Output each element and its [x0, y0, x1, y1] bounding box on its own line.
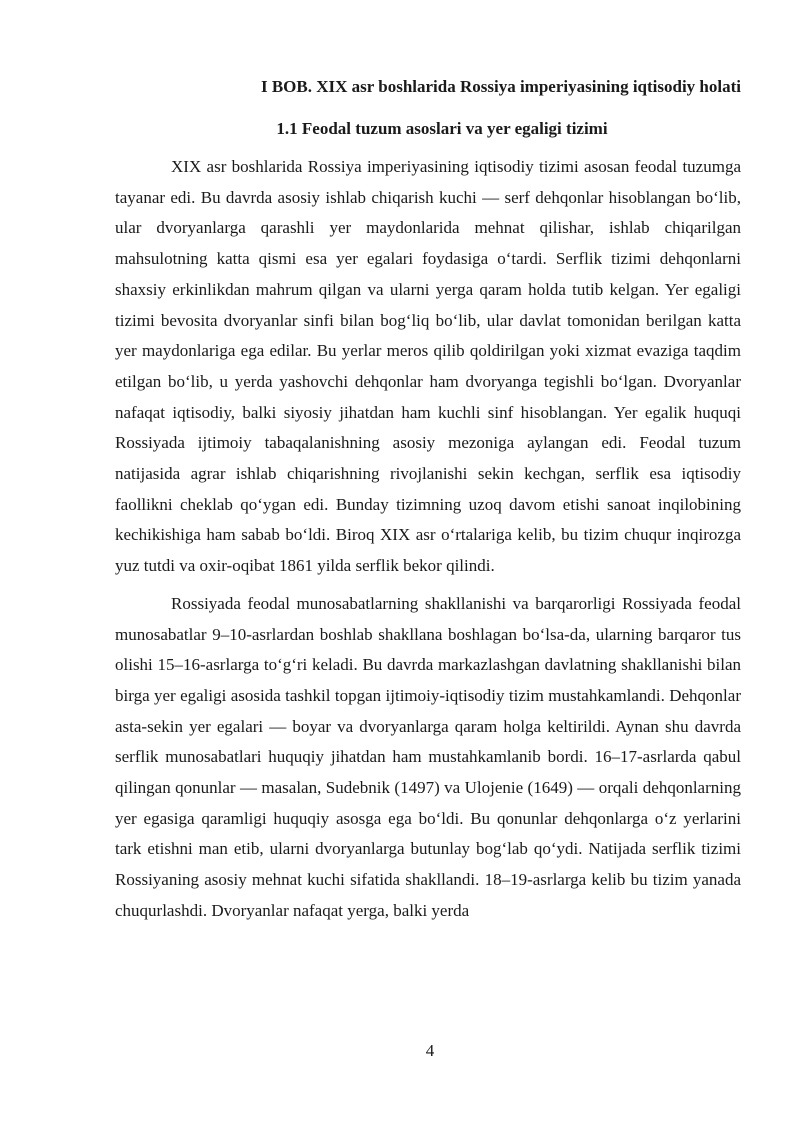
body-paragraph: XIX asr boshlarida Rossiya imperiyasining iqtisodiy tizimi asosan feodal tuzumga tayanar edi. Bu davrda asosiy ishlab chiqarish kuchi — serf dehqonlar hisoblangan bo‘lib, ular dvoryanlarga qarashli yer maydonlarida mehnat qilishar, ishlab chiqarilgan mahsulotning katta qismi esa yer egalari foydasiga o‘tardi. Serflik tizimi dehqonlarni shaxsiy erkinlikdan mahrum qilgan va ularni yerga qaram holda tutib kelgan. Yer egaligi tizimi bevosita dvoryanlar sinfi bilan bog‘liq bo‘lib, ular davlat tomonidan berilgan katta yer maydonlariga ega edilar. Bu yerlar meros qilib qoldirilgan yoki xizmat evaziga taqdim etilgan bo‘lib, u yerda yashovchi dehqonlar ham dvoryanga tegishli bo‘lgan. Dvoryanlar nafaqat iqtisodiy, balki siyosiy jihatdan ham kuchli sinf hisoblangan. Yer egalik huquqi Rossiyada ijtimoiy tabaqalanishning asosiy mezoniga aylangan edi. Feodal tuzum natijasida agrar ishlab chiqarishning rivojlanishi sekin kechgan, serflik esa iqtisodiy faollikni cheklab qo‘ygan edi. Bunday tizimning uzoq davom etishi sanoat inqilobining kechikishiga ham sabab bo‘ldi. Biroq XIX asr o‘rtalariga kelib, bu tizim chuqur inqirozga yuz tutdi va oxir-oqibat 1861 yilda serflik bekor qilindi. — [115, 157, 741, 576]
page-number: 4 — [425, 1041, 435, 1060]
section-title: 1.1 Feodal tuzum asoslari va yer egaligi tizimi — [276, 119, 608, 138]
document-page — [115, 72, 741, 927]
chapter-title: I BOB. XIX asr boshlarida Rossiya imperiyasining iqtisodiy holati — [260, 77, 741, 96]
body-paragraph: Rossiyada feodal munosabatlarning shakllanishi va barqarorligi Rossiyada feodal munosabatlar 9–10-asrlardan boshlab shakllana boshlagan bo‘lsa-da, ularning barqaror tus olishi 15–16-asrlarga to‘g‘ri keladi. Bu davrda markazlashgan davlatning shakllanishi bilan birga yer egaligi asosida tashkil topgan ijtimoiy-iqtisodiy tizim mustahkamlandi. Dehqonlar asta-sekin yer egalari — boyar va dvoryanlarga qaram holga keltirildi. Aynan shu davrda serflik munosabatlari huquqiy jihatdan ham mustahkamlanib bordi. 16–17-asrlarda qabul qilingan qonunlar — masalan, Sudebnik (1497) va Ulojenie (1649) — orqali dehqonlarning yer egasiga qaramligi huquqiy asosga ega bo‘ldi. Bu qonunlar dehqonlarga o‘z yerlarini tark etishni man etib, ularni dvoryanlarga butunlay bog‘lab qo‘ydi. Natijada serflik tizimi Rossiyaning asosiy mehnat kuchi sifatida shakllandi. 18–19-asrlarga kelib bu tizim yanada chuqurlashdi. Dvoryanlar nafaqat yerga, balki yerda — [115, 593, 741, 920]
